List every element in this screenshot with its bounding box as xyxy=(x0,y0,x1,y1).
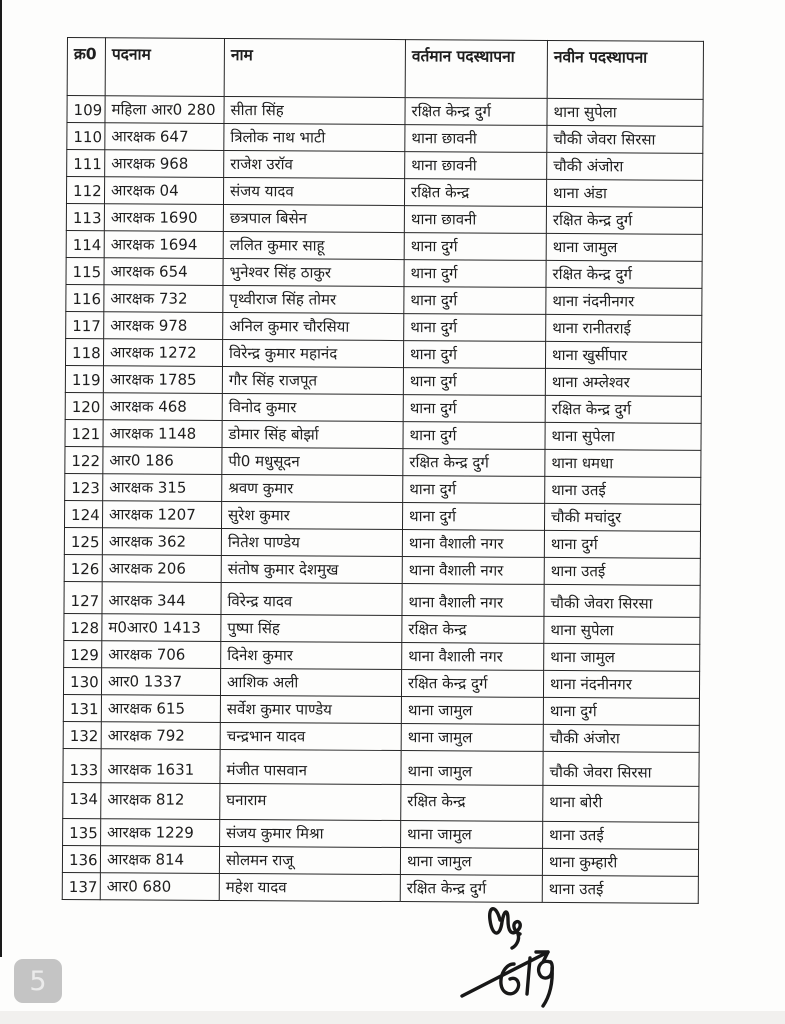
cell-current-posting: थाना दुर्ग xyxy=(402,503,544,531)
cell-new-posting: थाना उतई xyxy=(544,557,700,585)
cell-designation: आरक्षक 1785 xyxy=(103,366,222,394)
cell-designation: आर0 1337 xyxy=(101,668,220,696)
cell-designation: आरक्षक 1229 xyxy=(101,819,220,847)
cell-name: छत्रपाल बिसेन xyxy=(223,204,404,232)
cell-serial: 126 xyxy=(64,554,102,581)
cell-new-posting: थाना उतई xyxy=(545,476,701,504)
cell-name: पी0 मधुसूदन xyxy=(222,447,403,475)
cell-name: सुरेश कुमार xyxy=(222,501,403,529)
cell-current-posting: थाना वैशाली नगर xyxy=(402,530,544,558)
table-row xyxy=(66,257,702,288)
cell-serial: 112 xyxy=(66,177,104,204)
cell-current-posting: रक्षित केन्द्र xyxy=(401,785,543,822)
cell-new-posting: थाना अंडा xyxy=(546,179,702,207)
cell-serial: 117 xyxy=(66,311,104,338)
cell-name: भुनेश्वर सिंह ठाकुर xyxy=(223,258,404,286)
cell-name: सीता सिंह xyxy=(224,96,405,124)
cell-new-posting: थाना अम्लेश्वर xyxy=(545,368,701,396)
cell-serial: 121 xyxy=(65,419,103,446)
cell-serial: 128 xyxy=(64,613,102,640)
cell-current-posting: रक्षित केन्द्र दुर्ग xyxy=(401,670,543,698)
cell-name: डोमार सिंह बोर्झा xyxy=(222,420,403,448)
table-row xyxy=(63,748,699,786)
cell-serial: 127 xyxy=(64,581,102,613)
cell-new-posting: चौकी जेवरा सिरसा xyxy=(543,751,699,786)
header-current-posting: वर्तमान पदस्थापना xyxy=(405,40,547,99)
cell-current-posting: थाना दुर्ग xyxy=(404,260,546,288)
cell-serial: 129 xyxy=(64,640,102,667)
cell-current-posting: थाना छावनी xyxy=(405,152,547,180)
cell-new-posting: थाना उतई xyxy=(542,875,698,903)
table-row xyxy=(66,284,702,315)
cell-serial: 130 xyxy=(63,667,101,694)
cell-name: राजेश उरॉव xyxy=(224,150,405,178)
cell-name: त्रिलोक नाथ भाटी xyxy=(224,123,405,151)
table-row xyxy=(66,177,702,208)
cell-new-posting: थाना जामुल xyxy=(544,643,700,671)
cell-new-posting: रक्षित केन्द्र दुर्ग xyxy=(546,260,702,288)
table-row xyxy=(65,500,701,531)
scan-left-edge-artifact xyxy=(0,0,2,957)
cell-serial: 122 xyxy=(65,446,103,473)
cell-name: घनाराम xyxy=(220,783,401,820)
cell-serial: 119 xyxy=(65,365,103,392)
cell-current-posting: थाना वैशाली नगर xyxy=(402,584,544,617)
cell-name: महेश यादव xyxy=(219,873,400,901)
cell-new-posting: थाना सुपेला xyxy=(547,98,703,126)
table-row xyxy=(63,818,699,849)
cell-current-posting: थाना जामुल xyxy=(401,821,543,849)
cell-new-posting: थाना दुर्ग xyxy=(544,530,700,558)
cell-serial: 135 xyxy=(63,818,101,845)
cell-new-posting: थाना नंदनीनगर xyxy=(546,287,702,315)
cell-name: ललित कुमार साहू xyxy=(223,231,404,259)
cell-name: गौर सिंह राजपूत xyxy=(222,366,403,394)
cell-new-posting: चौकी अंजोरा xyxy=(543,724,699,752)
cell-serial: 118 xyxy=(65,338,103,365)
cell-name: विरेन्द्र यादव xyxy=(221,582,402,615)
cell-new-posting: चौकी जेवरा सिरसा xyxy=(547,125,703,153)
cell-designation: आरक्षक 1694 xyxy=(104,231,223,259)
cell-name: पृथ्वीराज सिंह तोमर xyxy=(223,285,404,313)
cell-current-posting: रक्षित केन्द्र दुर्ग xyxy=(403,449,545,477)
table-row xyxy=(65,338,701,369)
cell-serial: 114 xyxy=(66,230,104,257)
cell-current-posting: रक्षित केन्द्र दुर्ग xyxy=(405,98,547,126)
cell-current-posting: थाना दुर्ग xyxy=(403,341,545,369)
cell-new-posting: थाना सुपेला xyxy=(544,616,700,644)
cell-name: श्रवण कुमार xyxy=(222,474,403,502)
cell-current-posting: थाना जामुल xyxy=(400,848,542,876)
table-row xyxy=(66,311,702,342)
transfer-table-wrap xyxy=(62,37,704,904)
cell-designation: आरक्षक 1690 xyxy=(104,204,223,232)
table-row xyxy=(64,581,700,617)
cell-designation: आरक्षक 812 xyxy=(101,783,220,820)
cell-name: विनोद कुमार xyxy=(222,393,403,421)
cell-designation: आरक्षक 615 xyxy=(101,695,220,723)
cell-designation: आरक्षक 978 xyxy=(104,312,223,340)
cell-current-posting: थाना वैशाली नगर xyxy=(402,643,544,671)
cell-name: संतोष कुमार देशमुख xyxy=(221,555,402,583)
cell-new-posting: थाना धमधा xyxy=(545,449,701,477)
header-designation: पदनाम xyxy=(105,38,224,97)
cell-designation: आरक्षक 1272 xyxy=(103,339,222,367)
cell-current-posting: थाना दुर्ग xyxy=(403,395,545,423)
cell-current-posting: थाना दुर्ग xyxy=(403,476,545,504)
cell-designation: महिला आर0 280 xyxy=(105,96,224,124)
cell-name: मंजीत पासवान xyxy=(220,749,401,784)
cell-new-posting: चौकी अंजोरा xyxy=(547,152,703,180)
cell-new-posting: थाना नंदनीनगर xyxy=(543,670,699,698)
cell-name: चन्द्रभान यादव xyxy=(220,722,401,750)
cell-serial: 109 xyxy=(67,96,105,123)
table-body xyxy=(62,96,703,904)
cell-new-posting: थाना दुर्ग xyxy=(543,697,699,725)
cell-serial: 132 xyxy=(63,721,101,748)
table-row xyxy=(64,527,700,558)
cell-current-posting: थाना दुर्ग xyxy=(403,368,545,396)
cell-new-posting: थाना सुपेला xyxy=(545,422,701,450)
cell-current-posting: थाना वैशाली नगर xyxy=(402,557,544,585)
page-number-label: 5 xyxy=(29,965,47,997)
cell-serial: 120 xyxy=(65,392,103,419)
transfer-table xyxy=(62,37,704,904)
cell-serial: 136 xyxy=(62,845,100,872)
cell-designation: आरक्षक 362 xyxy=(102,528,221,556)
signature-ink-icon xyxy=(448,898,608,1018)
page-number-badge xyxy=(14,959,62,1003)
table-row xyxy=(62,845,698,876)
cell-designation: आरक्षक 04 xyxy=(104,177,223,205)
cell-designation: आरक्षक 706 xyxy=(102,641,221,669)
cell-designation: आरक्षक 814 xyxy=(100,846,219,874)
table-row xyxy=(64,554,700,585)
cell-serial: 110 xyxy=(67,123,105,150)
table-header-row xyxy=(67,38,703,100)
cell-current-posting: थाना जामुल xyxy=(401,724,543,752)
cell-current-posting: थाना जामुल xyxy=(401,697,543,725)
cell-new-posting: थाना जामुल xyxy=(546,233,702,261)
table-row xyxy=(66,203,702,234)
cell-name: अनिल कुमार चौरसिया xyxy=(223,312,404,340)
cell-serial: 131 xyxy=(63,694,101,721)
cell-current-posting: थाना छावनी xyxy=(404,206,546,234)
table-row xyxy=(64,640,700,671)
cell-new-posting: चौकी जेवरा सिरसा xyxy=(544,584,700,617)
handwritten-signature xyxy=(448,898,608,1018)
cell-designation: आरक्षक 654 xyxy=(104,258,223,286)
cell-designation: आरक्षक 315 xyxy=(103,474,222,502)
header-new-posting: नवीन पदस्थापना xyxy=(547,40,703,99)
table-row xyxy=(64,613,700,644)
cell-designation: आरक्षक 1207 xyxy=(103,501,222,529)
cell-name: संजय यादव xyxy=(223,177,404,205)
cell-designation: आर0 186 xyxy=(103,447,222,475)
cell-current-posting: थाना दुर्ग xyxy=(404,287,546,315)
cell-designation: आरक्षक 732 xyxy=(104,285,223,313)
cell-serial: 113 xyxy=(66,203,104,230)
table-row xyxy=(65,446,701,477)
cell-current-posting: थाना छावनी xyxy=(405,125,547,153)
table-row xyxy=(65,419,701,450)
scan-bottom-edge xyxy=(0,1011,785,1024)
cell-new-posting: थाना खुर्सीपार xyxy=(545,341,701,369)
cell-serial: 124 xyxy=(65,500,103,527)
cell-name: दिनेश कुमार xyxy=(221,641,402,669)
cell-new-posting: रक्षित केन्द्र दुर्ग xyxy=(546,206,702,234)
table-row xyxy=(63,721,699,752)
cell-current-posting: रक्षित केन्द्र xyxy=(402,616,544,644)
cell-name: नितेश पाण्डेय xyxy=(221,528,402,556)
table-row xyxy=(63,694,699,725)
cell-new-posting: चौकी मचांदुर xyxy=(544,503,700,531)
cell-serial: 115 xyxy=(66,257,104,284)
cell-name: सोलमन राजू xyxy=(219,846,400,874)
header-serial: क्र0 xyxy=(67,38,105,96)
table-row xyxy=(66,230,702,261)
cell-designation: आरक्षक 468 xyxy=(103,393,222,421)
table-row xyxy=(67,123,703,154)
cell-serial: 123 xyxy=(65,473,103,500)
cell-designation: म0आर0 1413 xyxy=(102,614,221,642)
table-row xyxy=(65,365,701,396)
cell-current-posting: थाना दुर्ग xyxy=(404,233,546,261)
cell-name: संजय कुमार मिश्रा xyxy=(220,819,401,847)
cell-new-posting: थाना उतई xyxy=(543,821,699,849)
cell-current-posting: थाना दुर्ग xyxy=(404,314,546,342)
header-name: नाम xyxy=(224,38,405,97)
cell-serial: 111 xyxy=(67,150,105,177)
cell-new-posting: थाना बोरी xyxy=(543,785,699,822)
cell-designation: आरक्षक 968 xyxy=(105,150,224,178)
cell-designation: आरक्षक 1148 xyxy=(103,420,222,448)
cell-name: आशिक अली xyxy=(220,668,401,696)
cell-designation: आरक्षक 647 xyxy=(105,123,224,151)
cell-designation: आरक्षक 1631 xyxy=(101,749,220,784)
table-row xyxy=(65,392,701,423)
table-row xyxy=(63,667,699,698)
cell-designation: आर0 680 xyxy=(100,873,219,901)
table-row xyxy=(67,96,703,127)
cell-designation: आरक्षक 792 xyxy=(101,722,220,750)
cell-serial: 116 xyxy=(66,284,104,311)
cell-serial: 134 xyxy=(63,782,101,818)
cell-name: विरेन्द्र कुमार महानंद xyxy=(222,339,403,367)
cell-serial: 133 xyxy=(63,748,101,782)
cell-new-posting: रक्षित केन्द्र दुर्ग xyxy=(545,395,701,423)
cell-designation: आरक्षक 344 xyxy=(102,582,221,615)
cell-current-posting: रक्षित केन्द्र दुर्ग xyxy=(400,875,542,903)
table-row xyxy=(67,150,703,181)
cell-name: पुष्पा सिंह xyxy=(221,614,402,642)
cell-serial: 137 xyxy=(62,872,100,899)
cell-serial: 125 xyxy=(64,527,102,554)
cell-new-posting: थाना रानीतराई xyxy=(546,314,702,342)
cell-new-posting: थाना कुम्हारी xyxy=(542,848,698,876)
table-row xyxy=(65,473,701,504)
cell-designation: आरक्षक 206 xyxy=(102,555,221,583)
table-row xyxy=(63,782,699,822)
cell-current-posting: थाना जामुल xyxy=(401,751,543,786)
cell-name: सर्वेश कुमार पाण्डेय xyxy=(220,695,401,723)
cell-current-posting: थाना दुर्ग xyxy=(403,422,545,450)
cell-current-posting: रक्षित केन्द्र xyxy=(404,179,546,207)
